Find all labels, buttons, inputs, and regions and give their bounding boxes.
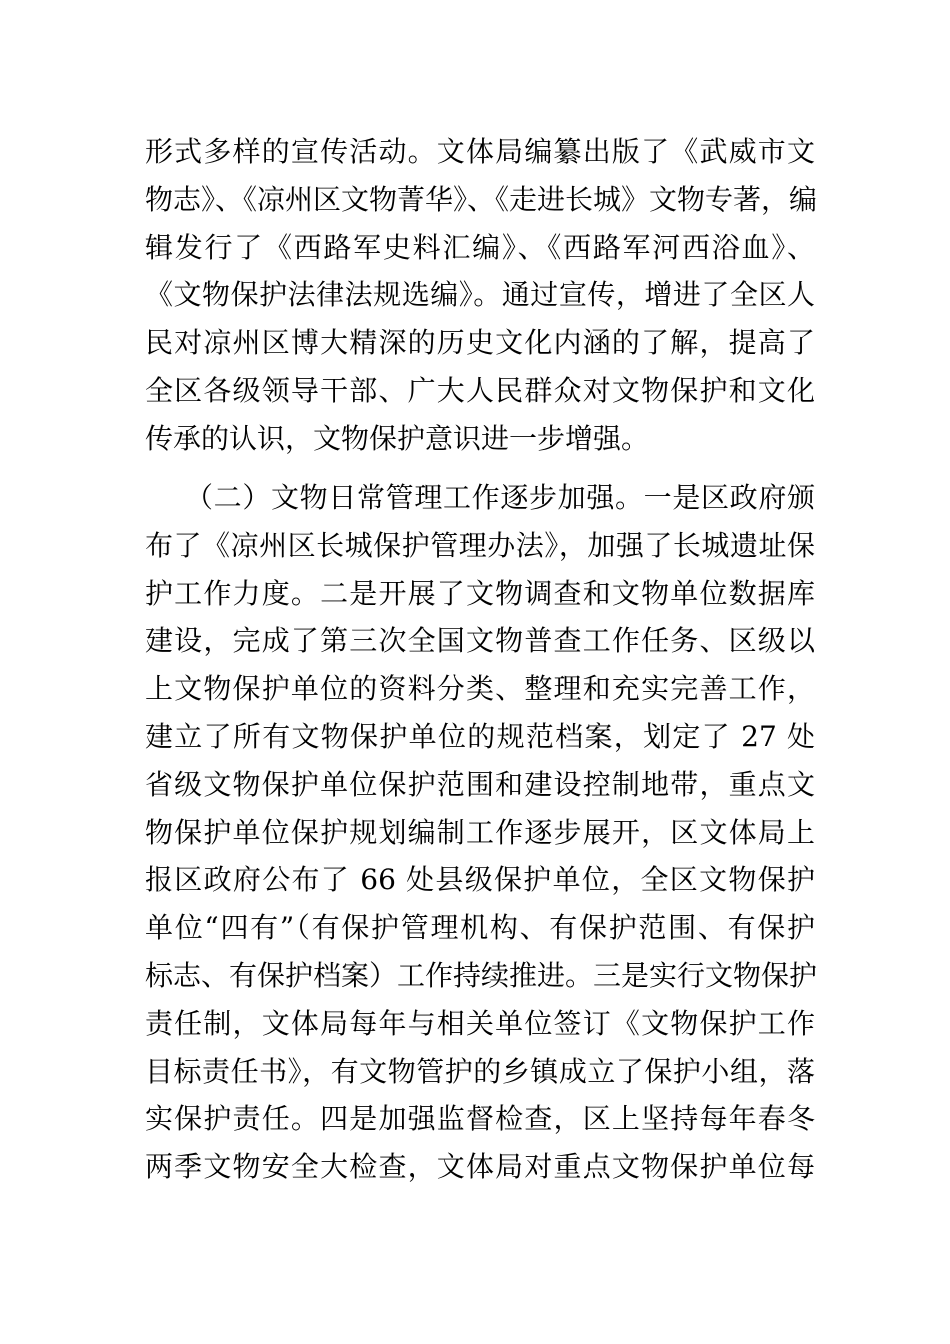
text-line: 单位“四有”（有保护管理机构、有保护范围、有保护	[145, 911, 815, 945]
paragraph-publicity	[145, 128, 818, 463]
text-line: 两季文物安全大检查，文体局对重点文物保护单位每	[145, 1150, 815, 1184]
text-line: 建立了所有文物保护单位的规范档案，划定了 27 处	[145, 719, 815, 753]
text-line: 建设，完成了第三次全国文物普查工作任务、区级以	[145, 624, 815, 658]
text-line: 护工作力度。二是开展了文物调查和文物单位数据库	[145, 576, 815, 610]
text-line: 目标责任书》，有文物管护的乡镇成立了保护小组，落	[145, 1054, 815, 1088]
text-line: 形式多样的宣传活动。文体局编纂出版了《武威市文	[145, 135, 815, 168]
text-line: 标志、有保护档案）工作持续推进。三是实行文物保护	[145, 958, 818, 992]
text-line: 辑发行了《西路军史料汇编》、《西路军河西浴血》、	[145, 230, 815, 264]
text-line: 民对凉州区博大精深的历史文化内涵的了解，提高了	[145, 326, 815, 360]
text-line: 物保护单位保护规划编制工作逐步展开，区文体局上	[145, 815, 815, 849]
text-line: 布了《凉州区长城保护管理办法》，加强了长城遗址保	[145, 528, 815, 562]
text-line: 《文物保护法律法规选编》。通过宣传，增进了全区人	[145, 278, 815, 312]
text-line: 报区政府公布了 66 处县级保护单位，全区文物保护	[145, 863, 815, 897]
text-line: （二）文物日常管理工作逐步加强。一是区政府颁	[185, 481, 815, 514]
text-line: 传承的认识，文物保护意识进一步增强。	[145, 421, 650, 455]
text-line: 物志》、《凉州区文物菁华》、《走进长城》文物专著，编	[145, 182, 818, 216]
text-line: 全区各级领导干部、广大人民群众对文物保护和文化	[145, 373, 815, 407]
text-line: 上文物保护单位的资料分类、整理和充实完善工作，	[145, 672, 815, 706]
paragraph-daily-management	[145, 474, 818, 1191]
text-line: 责任制，文体局每年与相关单位签订《文物保护工作	[145, 1006, 815, 1040]
text-line: 实保护责任。四是加强监督检查，区上坚持每年春冬	[145, 1102, 815, 1136]
text-line: 省级文物保护单位保护范围和建设控制地带，重点文	[145, 767, 815, 801]
